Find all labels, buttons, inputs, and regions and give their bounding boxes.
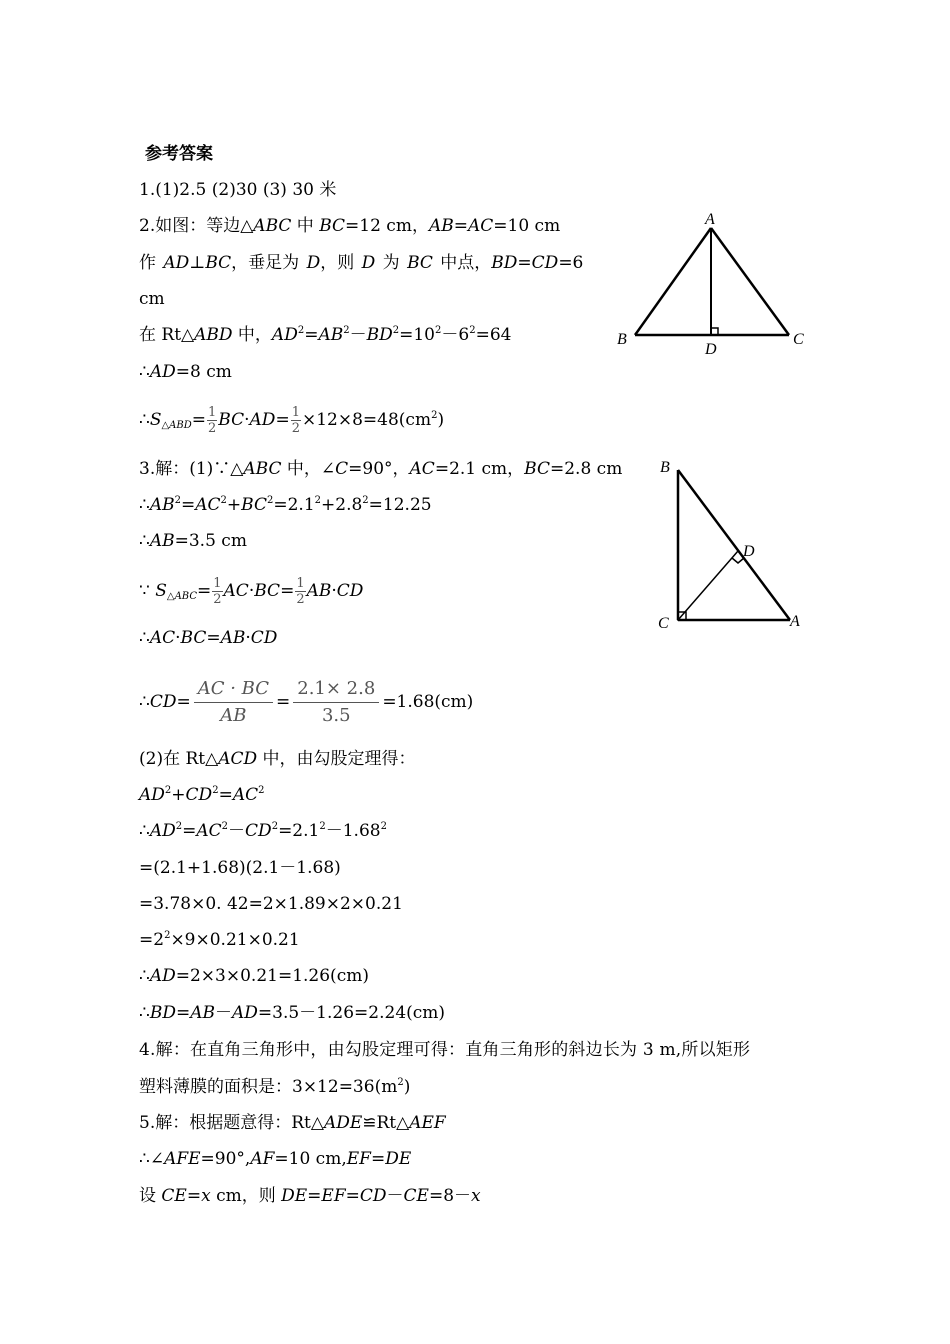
answer-3-part2-line-2: $AD^2+CD^2=AC^2$ xyxy=(139,785,265,805)
answer-3-line-5: ∴AC·BC=AB·CD xyxy=(139,628,278,648)
answer-3-part2-line-3: $\therefore AD^2=AC^2-CD^2=2.1^2-1.68^2$ xyxy=(139,821,387,841)
answer-1: 1.(1)2.5 (2)30 (3) 30 米 xyxy=(139,180,337,200)
answer-2-line-5: ∴AD=8 cm xyxy=(139,362,232,382)
answer-5-line-1: 5.解：根据题意得：Rt△ADE≌Rt△AEF xyxy=(139,1113,446,1133)
answer-4-line-1: 4.解：在直角三角形中，由勾股定理可得：直角三角形的斜边长为 3 m,所以矩形 xyxy=(139,1040,751,1060)
answer-2-line-1: 2.如图：等边△ABC 中 BC=12 cm，AB=AC=10 cm xyxy=(139,216,561,236)
figure-right-triangle-altitude xyxy=(650,452,820,637)
fraction-half: $\frac{1}{2}$ xyxy=(296,576,305,607)
answer-3-line-6: ∴CD= $\frac{AC \cdot BC}{AB}$ = $\frac{2.1\times 2.8}{3.5}$ =1.68(cm) xyxy=(139,675,473,729)
answer-5-line-2: ∴∠AFE=90°,AF=10 cm,EF=DE xyxy=(139,1149,412,1169)
altitude-cd xyxy=(678,551,738,620)
label-b: B xyxy=(660,459,670,476)
answer-3-line-2: $\therefore AB^2=AC^2+BC^2=2.1^2+2.8^2=12.25$ xyxy=(139,495,432,515)
fraction-half: $\frac{1}{2}$ xyxy=(208,405,217,436)
answer-3-part2-line-5: =3.78×0. 42=2×1.89×2×0.21 xyxy=(139,894,403,914)
answer-3-line-3: ∴AB=3.5 cm xyxy=(139,531,247,551)
page-title: 参考答案 xyxy=(145,144,213,164)
side-ac xyxy=(711,228,789,335)
answer-2-line-4: 在 Rt△ABD 中，$AD^2=AB^2-BD^2=10^2-6^2=64$ xyxy=(139,325,512,345)
side-ab xyxy=(635,228,711,335)
answer-4-line-2: 塑料薄膜的面积是：$3\times 12=36(m^2)$ xyxy=(139,1077,411,1097)
side-ab xyxy=(678,470,790,620)
label-c: C xyxy=(793,331,804,348)
answer-2-line-6: $\therefore S_{\triangle ABD}=$ $\frac{1}{2}$ BC·AD= $\frac{1}{2}$ $\times 12\times 8=48(cm^2)$ xyxy=(139,405,445,436)
figure-triangle-abc-altitude xyxy=(610,208,810,358)
label-d: D xyxy=(705,341,717,358)
label-c: C xyxy=(658,615,669,632)
answer-3-part2-line-1: (2)在 Rt△ACD 中，由勾股定理得： xyxy=(139,749,416,769)
label-a: A xyxy=(705,211,715,228)
answer-3-part2-line-7: ∴AD=2×3×0.21=1.26(cm) xyxy=(139,966,369,986)
answer-3-line-1: 3.解：(1)∵△ABC 中，∠C=90°，AC=2.1 cm，BC=2.8 cm xyxy=(139,459,623,479)
fraction-cd-values: $\frac{2.1\times 2.8}{3.5}$ xyxy=(293,676,379,729)
label-d: D xyxy=(743,543,755,560)
answer-3-part2-line-6: $=2^2\times 9\times 0.21\times 0.21$ xyxy=(139,930,300,950)
answer-5-line-3: 设 CE=x cm，则 DE=EF=CD－CE=8－x xyxy=(139,1186,481,1206)
label-b: B xyxy=(617,331,627,348)
fraction-cd: $\frac{AC \cdot BC}{AB}$ xyxy=(194,676,273,729)
answer-3-part2-line-4: =(2.1+1.68)(2.1－1.68) xyxy=(139,858,341,878)
label-a: A xyxy=(790,613,800,630)
fraction-half: $\frac{1}{2}$ xyxy=(213,576,222,607)
answer-2-line-3: cm xyxy=(139,289,165,309)
answer-3-part2-line-8: ∴BD=AB－AD=3.5－1.26=2.24(cm) xyxy=(139,1003,446,1023)
fraction-half: $\frac{1}{2}$ xyxy=(291,405,300,436)
answer-2-line-2: 作 AD⊥BC，垂足为 D，则 D 为 BC 中点，BD=CD=6 xyxy=(139,253,584,273)
answer-3-line-4: ∵ $S_{\triangle ABC}=$ $\frac{1}{2}$ AC·BC= $\frac{1}{2}$ AB·CD xyxy=(139,576,364,607)
